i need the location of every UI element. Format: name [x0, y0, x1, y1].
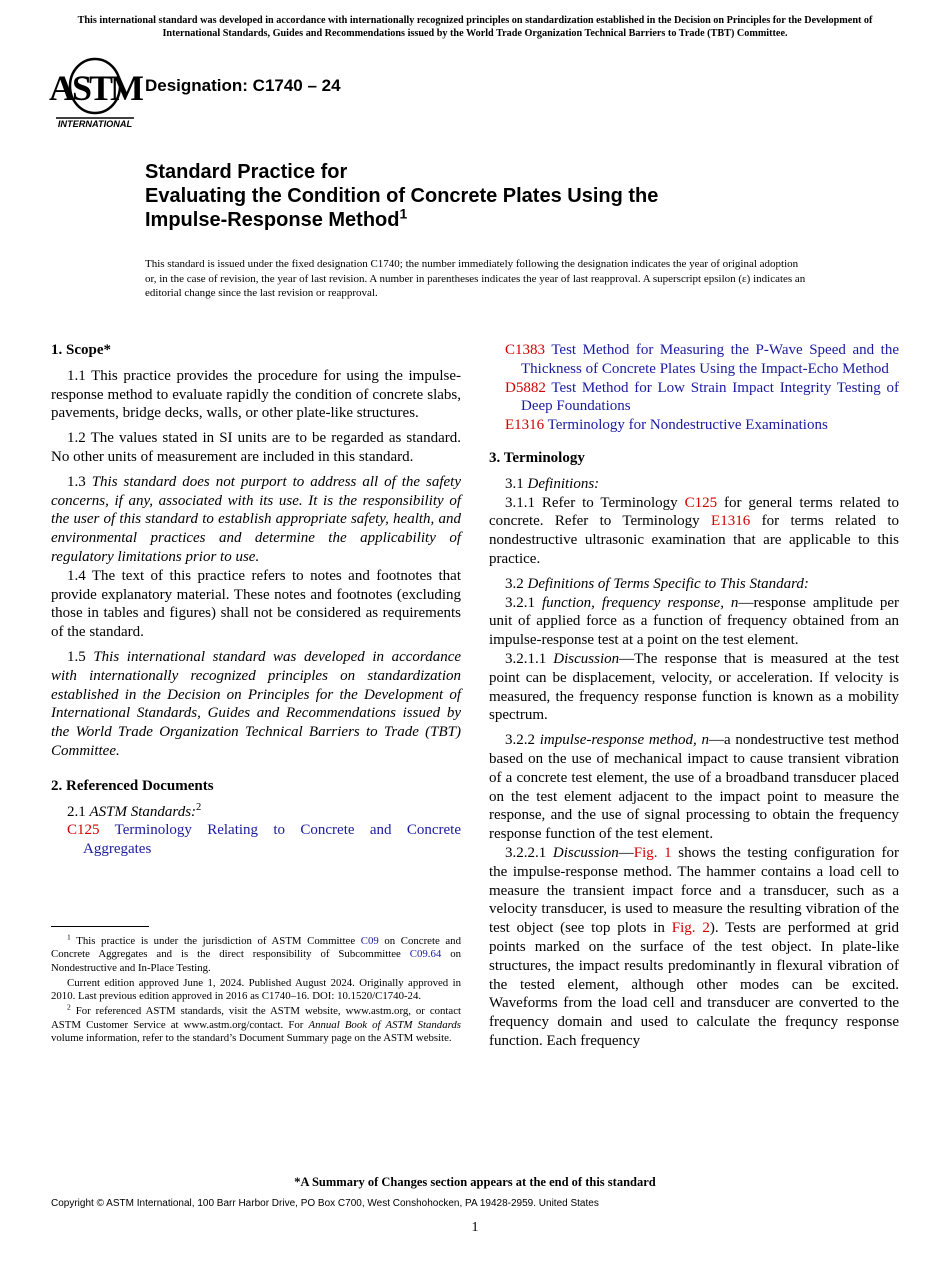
footnote-2-mark: 2	[196, 801, 202, 813]
paragraph-3-2-2	[489, 731, 899, 844]
paragraph-3-2-2-1-text-a: shows the testing configuration for the impulse-response method. The hammer contains a load cell to measure the transient impact force and a transducer, such as a velocity transducer, is used to measure the resulting vibration of the test object (see top plots in	[489, 844, 899, 937]
paragraph-3-2-number: 3.2	[505, 575, 524, 592]
page-number: 1	[471, 1220, 479, 1235]
footnote-2	[51, 1002, 461, 1045]
paragraph-3-1-1-text-a: 3.1.1 Refer to Terminology	[505, 494, 685, 511]
paragraph-3-2-2-text: —a nondestructive test method based on the use of mechanical impact to cause transient vibration of a concrete test element, the use of a broadband transducer placed on the test element adjacent to the impact point to measure the response, and the use of signal processing to obtain the frequency response function of the test element.	[489, 732, 899, 843]
title-line-3	[145, 205, 845, 232]
title-line-2: Evaluating the Condition of Concrete Plates Using the	[145, 185, 659, 207]
reference-d5882	[489, 379, 899, 417]
footnote-1-text-a: This practice is under the jurisdiction of ASTM Committee	[76, 935, 361, 947]
paragraph-3-1-number: 3.1	[505, 475, 524, 492]
title-footnote-mark: 1	[399, 205, 408, 222]
paragraph-3-1-1-text-b: for general terms related to concrete. Refer to Terminology	[489, 494, 900, 530]
paragraph-3-2-2-number: 3.2.2	[505, 732, 535, 749]
reference-c125	[51, 821, 461, 859]
paragraph-3-2-1-term: function, frequency response, n	[541, 594, 739, 611]
paragraph-3-2-text: Definitions of Terms Specific to This Standard:	[527, 575, 809, 592]
logo-letters: ASTM	[48, 68, 142, 108]
paragraph-2-1	[51, 803, 461, 822]
fig-1-link[interactable]: Fig. 1	[633, 844, 672, 861]
paragraph-3-2-1-1-label: Discussion	[553, 650, 620, 667]
paragraph-2-1-number: 2.1	[67, 803, 86, 820]
paragraph-3-2-1-number: 3.2.1	[505, 594, 535, 611]
paragraph-3-2-2-1-dash: —	[618, 844, 634, 861]
paragraph-3-2-1-text: —response amplitude per unit of applied force as a function of frequency obtained from an impulse-response test at a point on the test element.	[489, 594, 900, 649]
top-notice: This international standard was developed in accordance with internationally recognized principles on standardization established in the Decision on Principles for the Development of International Standards, Guides and Recommendations issued by the World Trade Organization Technical Barriers to Trade (TBT) Committee.	[77, 15, 873, 39]
c125-link[interactable]: C125	[684, 494, 718, 511]
reference-e1316-title-link[interactable]: Terminology for Nondestructive Examinations	[547, 417, 828, 434]
reference-c1383-code-link[interactable]: C1383	[505, 342, 546, 358]
paragraph-1-1: 1.1 This practice provides the procedure for using the impulse-response method to evaluate rapidly the condition of concrete slabs, pavements, bridge decks, walls, or other plate-like structures.	[51, 367, 461, 422]
paragraph-1-5-text: This international standard was developed in accordance with internationally recognized principles on standardization established in the Decision on Principles for the Development of International Standards, Guides and Recommendations issued by the World Trade Organization Technical Barriers to Trade (TBT) Committee.	[51, 648, 462, 759]
paragraph-3-1-text: Definitions:	[527, 475, 600, 492]
paragraph-3-2-2-1-text-b: ). Tests are performed at grid points marked on the surface of the test object. In plate-like structures, the impact results predominantly in flexural vibration of the tested element, although other modes can be excited. Waveforms from the load cell and transducer are converted to the frequency domain and used to calculate the frequncy response function. Each frequency	[489, 920, 900, 1049]
left-column	[51, 341, 461, 859]
footnote-2-mark-bottom: 2	[67, 1002, 71, 1012]
astm-logo	[48, 56, 142, 130]
footnote-2-text-b: volume information, refer to the standard’s Document Summary page on the ASTM website.	[51, 1032, 452, 1045]
paragraph-1-5	[51, 648, 461, 761]
title-line-1: Standard Practice for	[145, 161, 348, 183]
paragraph-3-2-1-1-number: 3.2.1.1	[505, 650, 547, 667]
title-block	[145, 160, 845, 232]
footnote-1-text-b: on Concrete and Concrete Aggregates and is the direct responsibility of Subcommittee	[51, 935, 461, 961]
footnote-divider	[51, 926, 149, 927]
copyright: Copyright © ASTM International, 100 Barr Harbor Drive, PO Box C700, West Conshohocken, PA 19428-2959. United States	[51, 1198, 599, 1209]
paragraph-3-1-1-text-c: for terms related to nondestructive ultrasonic examination that are applicable to this practice.	[489, 513, 899, 567]
c09-link[interactable]: C09	[360, 935, 379, 947]
paragraph-1-5-number: 1.5	[67, 648, 86, 665]
paragraph-1-3	[51, 473, 461, 567]
paragraph-3-1	[489, 475, 899, 494]
issued-note: This standard is issued under the fixed designation C1740; the number immediately following the designation indicates the year of original adoption or, in the case of revision, the year of last revision. A number in parentheses indicates the year of last reapproval. A superscript epsilon (ε) indicates an editorial change since the last revision or reapproval.	[145, 258, 806, 299]
section-3-heading: 3. Terminology	[489, 449, 585, 466]
reference-c125-code-link[interactable]: C125	[67, 822, 100, 839]
footnotes	[51, 932, 461, 1047]
section-1-heading: 1. Scope*	[51, 342, 111, 358]
paragraph-3-2	[489, 575, 899, 594]
footnote-1-text-c: on Nondestructive and In-Place Testing.	[51, 948, 461, 974]
paragraph-1-2: 1.2 The values stated in SI units are to be regarded as standard. No other units of measurement are included in this standard.	[51, 430, 461, 465]
footnote-1-edition: Current edition approved June 1, 2024. Published August 2024. Originally approved in 2010. Last previous edition approved in 2016 as C1740–16. DOI: 10.1520/C1740-24.	[51, 976, 461, 1003]
e1316-link[interactable]: E1316	[711, 513, 751, 530]
paragraph-1-3-text: This standard does not purport to address all of the safety concerns, if any, associated with its use. It is the responsibility of the user of this standard to establish appropriate safety, health, and environmental practices and determine the applicability of regulatory limitations prior to use.	[51, 473, 462, 565]
paragraph-3-2-1	[489, 594, 899, 650]
paragraph-3-2-2-1-number: 3.2.2.1	[505, 844, 547, 861]
reference-c125-title-link[interactable]: Terminology Relating to Concrete and Concrete Aggregates	[83, 822, 461, 858]
footnote-1	[51, 932, 461, 975]
logo-word: INTERNATIONAL	[57, 119, 133, 129]
reference-d5882-code-link[interactable]: D5882	[505, 379, 546, 396]
paragraph-3-2-2-1	[489, 844, 899, 1051]
paragraph-3-2-2-term: impulse-response method, n	[539, 732, 710, 749]
section-2-heading: 2. Referenced Documents	[51, 777, 214, 794]
fig-2-link[interactable]: Fig. 2	[671, 920, 710, 937]
c09-64-link[interactable]: C09.64	[409, 948, 442, 961]
reference-d5882-title-link[interactable]: Test Method for Low Strain Impact Integrity Testing of Deep Foundations	[521, 379, 899, 415]
paragraph-1-4: 1.4 The text of this practice refers to notes and footnotes that provide explanatory material. These notes and footnotes (excluding those in tables and figures) shall not be considered as requirements of the standard.	[51, 567, 461, 641]
footnote-2-italic: Annual Book of ASTM Standards	[308, 1018, 461, 1031]
summary-of-changes-note: *A Summary of Changes section appears at the end of this standard	[294, 1175, 656, 1189]
paragraph-3-2-2-1-label: Discussion	[552, 844, 619, 861]
footnote-1-mark: 1	[67, 932, 71, 942]
reference-c1383-title-link[interactable]: Test Method for Measuring the P-Wave Speed and the Thickness of Concrete Plates Using the Impact-Echo Method	[521, 342, 899, 377]
designation: Designation: C1740 – 24	[145, 76, 341, 95]
reference-c1383	[489, 341, 899, 379]
right-column	[489, 341, 899, 1057]
paragraph-3-2-1-1-text: —The response that is measured at the test point can be displacement, velocity, or acceleration. If velocity is measured, the frequency response function is known as a mobility spectrum.	[489, 650, 900, 724]
reference-e1316-code-link[interactable]: E1316	[505, 417, 545, 434]
paragraph-3-1-1	[489, 494, 899, 569]
paragraph-1-3-number: 1.3	[67, 473, 86, 490]
paragraph-2-1-text: ASTM Standards:	[89, 803, 197, 820]
paragraph-3-2-1-1	[489, 650, 899, 725]
reference-e1316	[489, 416, 899, 435]
footnote-2-text-a: For referenced ASTM standards, visit the ASTM website, www.astm.org, or contact ASTM Customer Service at www.astm.org/contact. For	[51, 1005, 461, 1031]
title-line-3-text: Impulse-Response Method	[145, 209, 400, 231]
